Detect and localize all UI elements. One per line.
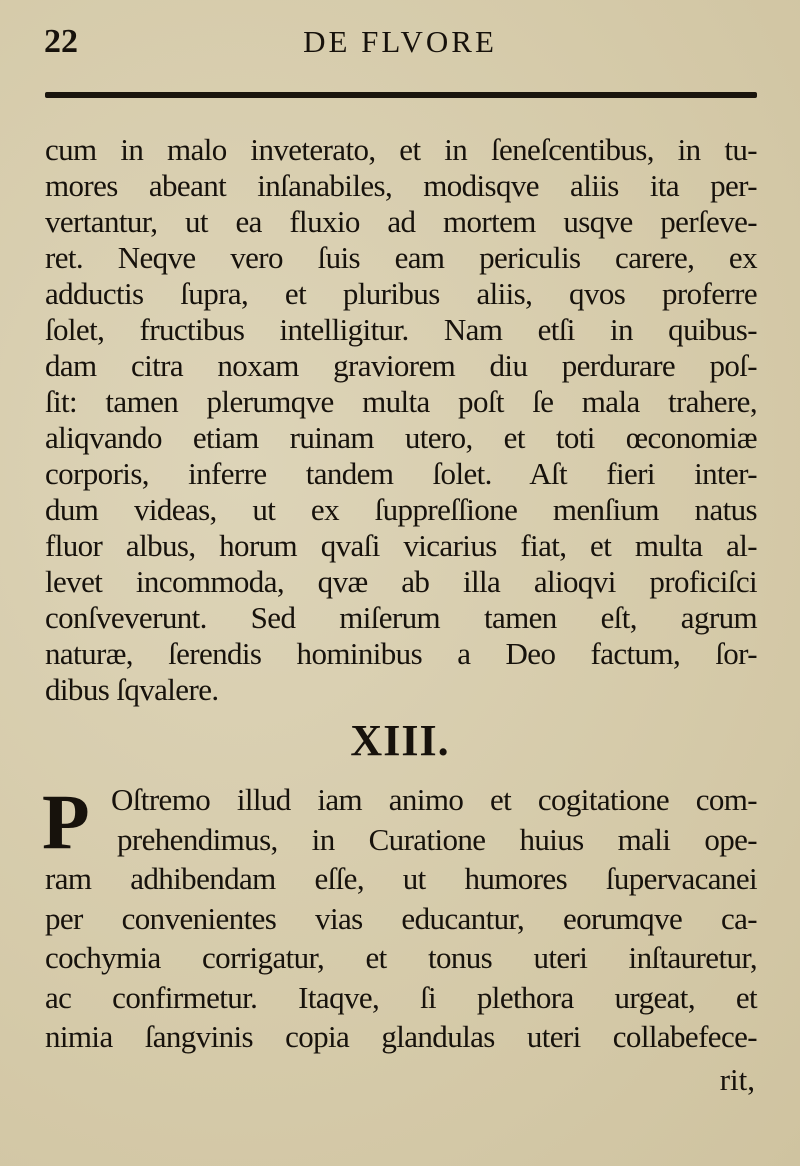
page-number: 22 [44, 23, 78, 60]
text-line: nimia ſangvinis copia glandulas uteri collabefece- [45, 1019, 757, 1054]
drop-cap: P [42, 778, 90, 865]
text-line: Oſtremo illud iam animo et cogitatione com- [111, 782, 757, 817]
text-line: aliqvando etiam ruinam utero, et toti œconomiæ [45, 420, 757, 455]
text-line: per convenientes vias educantur, eorumqve ca- [45, 900, 757, 936]
catchword: rit, [719, 1062, 755, 1097]
text-line: corporis, inferre tandem ſolet. Aſt fieri inter- [45, 456, 757, 491]
text-line: ret. Neqve vero ſuis eam periculis carere, ex [45, 240, 757, 275]
text-line: dum videas, ut ex ſuppreſſione menſium natus [45, 492, 757, 527]
text-line: mores abeant inſanabiles, modisqve aliis ita per- [45, 168, 757, 203]
header-rule [45, 92, 757, 98]
text-line: ſit: tamen plerumqve multa poſt ſe mala trahere, [45, 384, 757, 419]
paragraph-2 [45, 780, 757, 1057]
section-number: XIII. [350, 716, 450, 765]
text-line: dam citra noxam graviorem diu perdurare poſ- [45, 348, 757, 383]
text-line: levet incommoda, qvæ ab illa alioqvi proficiſci [45, 564, 757, 599]
text-line: adductis ſupra, et pluribus aliis, qvos proferre [45, 276, 757, 311]
text-line: cum in malo inveterato, et in ſeneſcentibus, in tu- [45, 132, 757, 167]
text-line: ram adhibendam eſſe, ut humores ſupervacanei [45, 861, 757, 896]
text-line: vertantur, ut ea fluxio ad mortem usqve perſeve- [45, 204, 757, 239]
text-line: cochymia corrigatur, et tonus uteri inſtauretur, [45, 940, 757, 975]
text-line: dibus ſqvalere. [45, 672, 219, 707]
text-line: ac confirmetur. Itaqve, ſi plethora urgeat, et [45, 979, 757, 1015]
text-line: conſveverunt. Sed miſerum tamen eſt, agrum [45, 600, 757, 635]
text-line: ſolet, fructibus intelligitur. Nam etſi in quibus- [45, 312, 757, 347]
running-title: DE FLVORE [303, 24, 497, 59]
text-line: naturæ, ſerendis hominibus a Deo factum, ſor- [45, 636, 757, 671]
text-line: fluor albus, horum qvaſi vicarius fiat, et multa al- [45, 528, 757, 563]
paragraph-1 [45, 132, 757, 708]
text-line: prehendimus, in Curatione huius mali ope- [117, 821, 757, 857]
